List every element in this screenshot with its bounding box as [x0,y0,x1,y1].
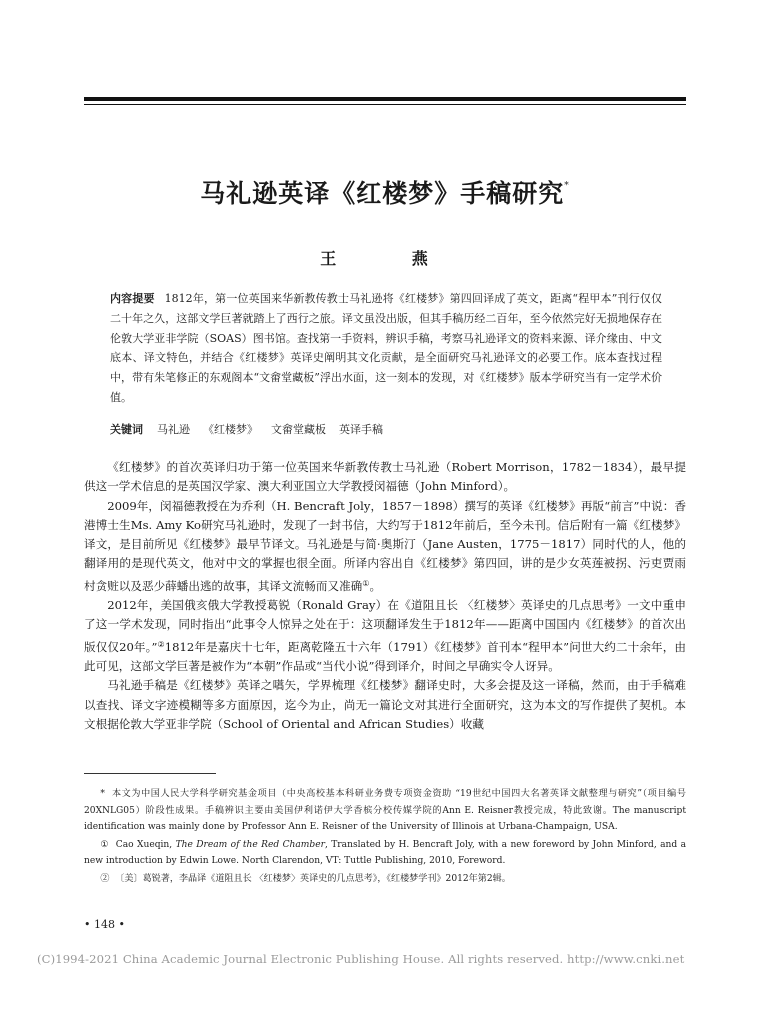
keyword-item: 《红楼梦》 [203,423,258,436]
footnote-text: , Translated by H. Bencraft Joly, with a new foreword by John Minford, and a new introduction by Edwin Lowe. North Clarendon, VT: Tuttle Publishing, 2010, Foreword. [84,839,686,867]
body-text: 2012年，美国俄亥俄大学教授葛锐（Ronald Gray）在《道阻且长 〈红楼梦〉英译史的几点思考》一文中重申了这一学术发现，同时指出“此事令人惊异之处在于：这项翻译发生于1812年——距离中国国内《红楼梦》的首次出版仅仅20年。” [84,598,686,654]
footnote-marker: ① [100,839,110,850]
footnote-ref-2[interactable]: ② [157,639,165,649]
body-paragraph: 《红楼梦》的首次英译归功于第一位英国来华新教传教士马礼逊（Robert Morrison，1782－1834），最早提供这一学术信息的是英国汉学家、澳大利亚国立大学教授闵福德（John Minford）。 [84,460,686,494]
keywords-label: 关键词 [110,423,143,436]
footnote-star [84,786,686,836]
footnotes [84,786,686,889]
article-title-text: 马礼逊英译《红楼梦》手稿研究 [200,179,565,208]
keyword-item: 马礼逊 [157,423,190,436]
footnote-marker: ② [100,873,110,884]
copyright-notice: (C)1994-2021 China Academic Journal Electronic Publishing House. All rights reserved. http://www.cnki.net [37,952,685,966]
footnote-text: Cao Xueqin, [115,839,176,850]
body-text: 1812年是嘉庆十七年，距离乾隆五十六年（1791）《红楼梦》首刊本“程甲本”问世大约二十余年，由此可见，这部文学巨著是被作为“本朝”作品或“当代小说”得到译介，时间之早确实令人讶异。 [84,639,686,673]
article-body [84,458,686,734]
body-text: 2009年，闵福德教授在为乔利（H. Bencraft Joly，1857－1898）撰写的英译《红楼梦》再版“前言”中说：香港博士生Ms. Amy Ko研究马礼逊时，发现了一封书信，大约写于1812年前后，至今未刊。信后附有一篇《红楼梦》译文，是目前所见《红楼梦》最早节译文。马礼逊是与简·奥斯汀（Jane Austen，1775－1817）同时代的人，他的翻译用的是现代英文，他对中文的掌握也很全面。所译内容出自《红楼梦》第四回，讲的是少女英莲被拐、污吏贾雨村贪赃以及恶少薛蟠出逃的故事，其译文流畅而又准确 [84,498,686,593]
footnote-text: 本文为中国人民大学科学研究基金项目（中央高校基本科研业务费专项资金资助 “19世纪中国四大名著英译文献整理与研究”（项目编号20XNLG05）阶段性成果。手稿辨识主要由美国伊利诺伊大学香槟分校传媒学院的Ann E. Reisner教授完成，特此致谢。The manuscript identification was mainly done by Professor Ann E. Reisner of the University of Illinois at Urbana-Champaign, USA. [84,789,686,833]
author-name: 王 燕 [320,249,450,268]
article-title [84,174,686,210]
footnote-book-title: The Dream of the Red Chamber [175,839,325,850]
footnote-marker: * [100,789,105,799]
header-rule-thick [84,97,686,101]
footnote-ref-1[interactable]: ① [362,578,370,588]
footnote-2 [84,871,686,888]
keyword-item: 英译手稿 [339,423,383,436]
body-paragraph [84,497,686,596]
body-text: 。 [369,578,382,593]
keywords [110,420,662,439]
abstract-text: 1812年，第一位英国来华新教传教士马礼逊将《红楼梦》第四回译成了英文，距离“程甲本”刊行仅仅二十年之久，这部文学巨著就踏上了西行之旅。译文虽没出版，但其手稿历经二百年，至今依然完好无损地保存在伦敦大学亚非学院（SOAS）图书馆。查找第一手资料，辨识手稿，考察马礼逊译文的资料来源、译介缘由、中文底本、译文特色，并结合《红楼梦》英译史阐明其文化贡献，是全面研究马礼逊译文的必要工作。底本查找过程中，带有朱笔修正的东观阁本“文畲堂藏板”浮出水面，这一刻本的发现，对《红楼梦》版本学研究当有一定学术价值。 [110,292,663,404]
footnote-text: 〔美〕葛锐著，李晶译《道阻且长 〈红楼梦〉英译史的几点思考》，《红楼梦学刊》2012年第2辑。 [115,873,511,884]
body-paragraph: 马礼逊手稿是《红楼梦》英译之嚆矢，学界梳理《红楼梦》翻译史时，大多会提及这一译稿，然而，由于手稿难以查找、译文字迹模糊等多方面原因，迄今为止，尚无一篇论文对其进行全面研究，这为本文的写作提供了契机。本文根据伦敦大学亚非学院（School of Oriental and African Studies）收藏 [84,678,686,731]
title-footnote-marker[interactable]: * [564,181,570,191]
header-rule-thin [84,104,686,105]
footnote-1 [84,837,686,870]
keyword-item: 文畲堂藏板 [271,423,326,436]
footnote-divider [84,773,216,774]
abstract [110,289,662,408]
body-paragraph [84,596,686,676]
page-number: • 148 • [84,918,125,931]
abstract-label: 内容提要 [110,292,155,305]
